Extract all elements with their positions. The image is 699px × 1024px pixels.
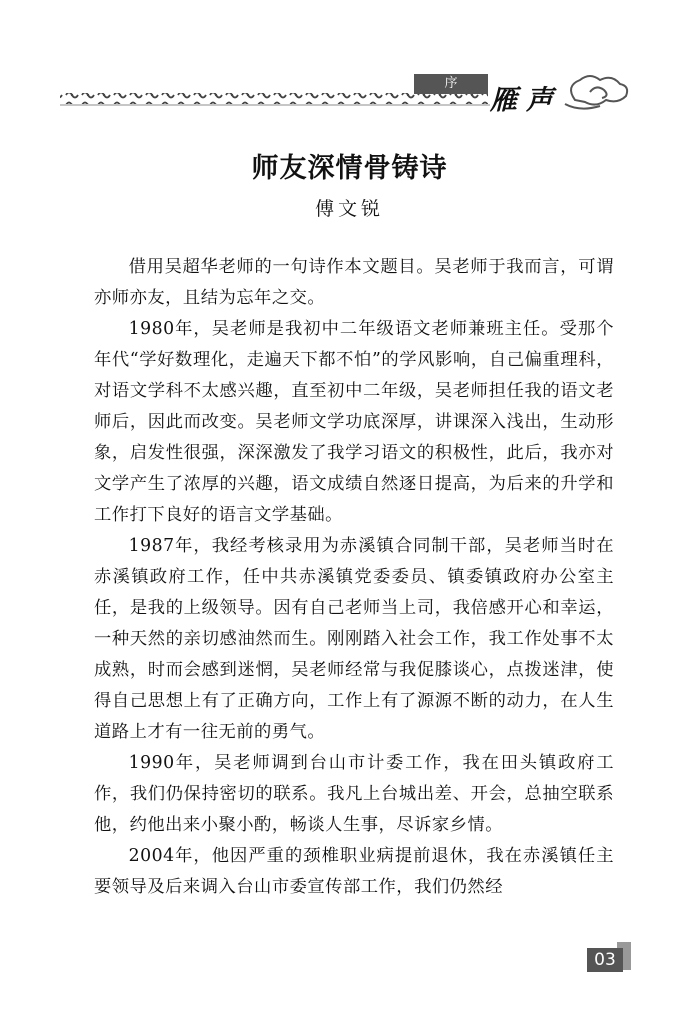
- page-number: 03: [587, 948, 623, 972]
- section-tab: 序: [414, 74, 488, 94]
- paragraph: 借用吴超华老师的一句诗作本文题目。吴老师于我而言，可谓亦师亦友，且结为忘年之交。: [94, 257, 614, 308]
- paragraph: 2004年，他因严重的颈椎职业病提前退休，我在赤溪镇任主要领导及后来调入台山市委宣传部工作，我们仍然经: [94, 846, 614, 897]
- decorative-band: [60, 93, 488, 104]
- cloud-ornament-icon: [565, 76, 627, 109]
- paragraph: 1980年，吴老师是我初中二年级语文老师兼班主任。受那个年代“学好数理化，走遍天下都不怕”的学风影响，自己偏重理科，对语文学科不太感兴趣，直至初中二年级，吴老师担任我的语文老师后，因此而改变。吴老师文学功底深厚，讲课深入浅出，生动形象，启发性很强，深深激发了我学习语文的积极性，此后，我亦对文学产生了浓厚的兴趣，语文成绩自然逐日提高，为后来的升学和工作打下良好的语言文学基础。: [94, 319, 614, 525]
- running-header: [0, 0, 699, 130]
- article-title: 师友深情骨铸诗: [251, 153, 448, 184]
- header-ornament: [0, 0, 699, 130]
- article-author: 傅文锐: [314, 198, 384, 220]
- article-body: [94, 252, 614, 903]
- paragraph: 1987年，我经考核录用为赤溪镇合同制干部，吴老师当时在赤溪镇政府工作，任中共赤溪镇党委委员、镇委镇政府办公室主任，是我的上级领导。因有自己老师当上司，我倍感开心和幸运，一种天然的亲切感油然而生。刚刚踏入社会工作，我工作处事不太成熟，时而会感到迷惘，吴老师经常与我促膝谈心，点拨迷津，使得自己思想上有了正确方向，工作上有了源源不断的动力，在人生道路上才有一往无前的勇气。: [94, 536, 614, 742]
- book-title: 雁声: [490, 85, 562, 116]
- paragraph: 1990年，吴老师调到台山市计委工作，我在田头镇政府工作，我们仍保持密切的联系。我凡上台城出差、开会，总抽空联系他，约他出来小聚小酌，畅谈人生事，尽诉家乡情。: [94, 753, 614, 835]
